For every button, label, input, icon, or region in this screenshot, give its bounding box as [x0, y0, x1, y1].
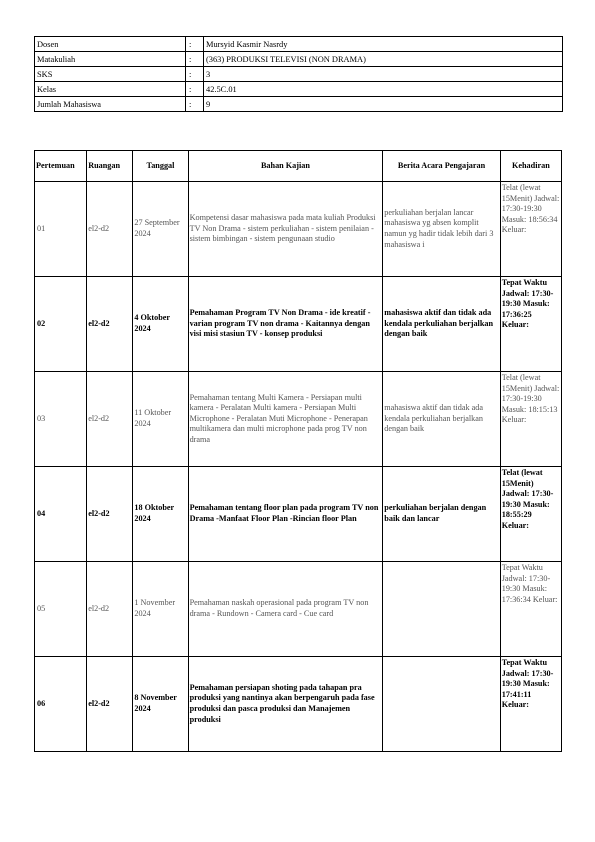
schedule-header-row [35, 151, 562, 182]
cell-ruangan: el2-d2 [87, 562, 133, 657]
info-row-jumlah-mahasiswa [35, 97, 563, 112]
header-kehadiran: Kehadiran [500, 151, 561, 182]
cell-ruangan: el2-d2 [87, 372, 133, 467]
info-value: 42.5C.01 [204, 82, 563, 97]
info-row-matakuliah [35, 52, 563, 67]
info-label: Jumlah Mahasiswa [35, 97, 186, 112]
meeting-schedule-table [34, 150, 562, 752]
table-row [35, 562, 562, 657]
cell-ruangan: el2-d2 [87, 277, 133, 372]
cell-tanggal: 1 November 2024 [133, 562, 188, 657]
cell-berita-acara [383, 562, 500, 657]
info-label: Matakuliah [35, 52, 186, 67]
cell-pertemuan: 05 [35, 562, 87, 657]
cell-pertemuan: 02 [35, 277, 87, 372]
cell-kehadiran: Tepat Waktu Jadwal: 17:30-19:30 Masuk: 17:36:25 Keluar: [500, 277, 561, 372]
cell-berita-acara: mahasiswa aktif dan tidak ada kendala perkuliahan berjalkan dengan baik [383, 372, 500, 467]
header-pertemuan: Pertemuan [35, 151, 87, 182]
cell-berita-acara: mahasiswa aktif dan tidak ada kendala perkuliahan berjalkan dengan baik [383, 277, 500, 372]
cell-bahan-kajian: Pemahaman naskah operasional pada program TV non drama - Rundown - Camera card - Cue card [188, 562, 383, 657]
cell-bahan-kajian: Pemahaman tentang Multi Kamera - Persiapan multi kamera - Peralatan Multi kamera - Persiapan Multi Microphone - Peralatan Muti Microphone - Penerapan multikamera dan multi microphone pada prog TV non drama [188, 372, 383, 467]
cell-tanggal: 11 Oktober 2024 [133, 372, 188, 467]
header-berita-acara: Berita Acara Pengajaran [383, 151, 500, 182]
cell-berita-acara: perkuliahan berjalan dengan baik dan lancar [383, 467, 500, 562]
cell-ruangan: el2-d2 [87, 467, 133, 562]
table-row [35, 372, 562, 467]
info-label: Dosen [35, 37, 186, 52]
cell-tanggal: 18 Oktober 2024 [133, 467, 188, 562]
header-tanggal: Tanggal [133, 151, 188, 182]
info-row-dosen [35, 37, 563, 52]
cell-ruangan: el2-d2 [87, 657, 133, 752]
info-label: Kelas [35, 82, 186, 97]
info-label: SKS [35, 67, 186, 82]
cell-berita-acara [383, 657, 500, 752]
cell-berita-acara: perkuliahan berjalan lancar mahasiswa yg absen komplit namun yg hadir tidak lebih dari 3 mahasiswa i [383, 182, 500, 277]
cell-kehadiran: Telat (lewat 15Menit) Jadwal: 17:30-19:30 Masuk: 18:56:34 Keluar: [500, 182, 561, 277]
course-info-body [35, 37, 563, 112]
cell-tanggal: 4 Oktober 2024 [133, 277, 188, 372]
cell-pertemuan: 06 [35, 657, 87, 752]
cell-pertemuan: 04 [35, 467, 87, 562]
table-row [35, 277, 562, 372]
info-value: 9 [204, 97, 563, 112]
info-separator: : [186, 52, 204, 67]
cell-bahan-kajian: Pemahaman persiapan shoting pada tahapan pra produksi yang nantinya akan berpengaruh pada fase produksi dan pasca produksi dan Manajemen produksi [188, 657, 383, 752]
info-separator: : [186, 37, 204, 52]
cell-ruangan: el2-d2 [87, 182, 133, 277]
info-separator: : [186, 82, 204, 97]
course-info-table [34, 36, 563, 112]
info-value: Mursyid Kasmir Nasrdy [204, 37, 563, 52]
cell-pertemuan: 01 [35, 182, 87, 277]
cell-bahan-kajian: Pemahaman tentang floor plan pada program TV non Drama -Manfaat Floor Plan -Rincian floor Plan [188, 467, 383, 562]
info-row-kelas [35, 82, 563, 97]
info-value: 3 [204, 67, 563, 82]
table-row [35, 467, 562, 562]
table-row [35, 182, 562, 277]
cell-tanggal: 8 November 2024 [133, 657, 188, 752]
info-value: (363) PRODUKSI TELEVISI (NON DRAMA) [204, 52, 563, 67]
info-separator: : [186, 67, 204, 82]
info-row-sks [35, 67, 563, 82]
header-bahan-kajian: Bahan Kajian [188, 151, 383, 182]
cell-kehadiran: Tepat Waktu Jadwal: 17:30-19:30 Masuk: 17:36:34 Keluar: [500, 562, 561, 657]
cell-bahan-kajian: Kompetensi dasar mahasiswa pada mata kuliah Produksi TV Non Drama - sistem perkuliahan - sistem penilaian - sistem bimbingan - sistem pengunaan studio [188, 182, 383, 277]
info-separator: : [186, 97, 204, 112]
header-ruangan: Ruangan [87, 151, 133, 182]
cell-bahan-kajian: Pemahaman Program TV Non Drama - ide kreatif - varian program TV non drama - Kaitannya dengan visi misi stasiun TV - konsep produksi [188, 277, 383, 372]
cell-kehadiran: Telat (lewat 15Menit) Jadwal: 17:30-19:30 Masuk: 18:15:13 Keluar: [500, 372, 561, 467]
cell-tanggal: 27 September 2024 [133, 182, 188, 277]
table-row [35, 657, 562, 752]
cell-kehadiran: Telat (lewat 15Menit) Jadwal: 17:30-19:30 Masuk: 18:55:29 Keluar: [500, 467, 561, 562]
cell-pertemuan: 03 [35, 372, 87, 467]
cell-kehadiran: Tepat Waktu Jadwal: 17:30-19:30 Masuk: 17:41:11 Keluar: [500, 657, 561, 752]
